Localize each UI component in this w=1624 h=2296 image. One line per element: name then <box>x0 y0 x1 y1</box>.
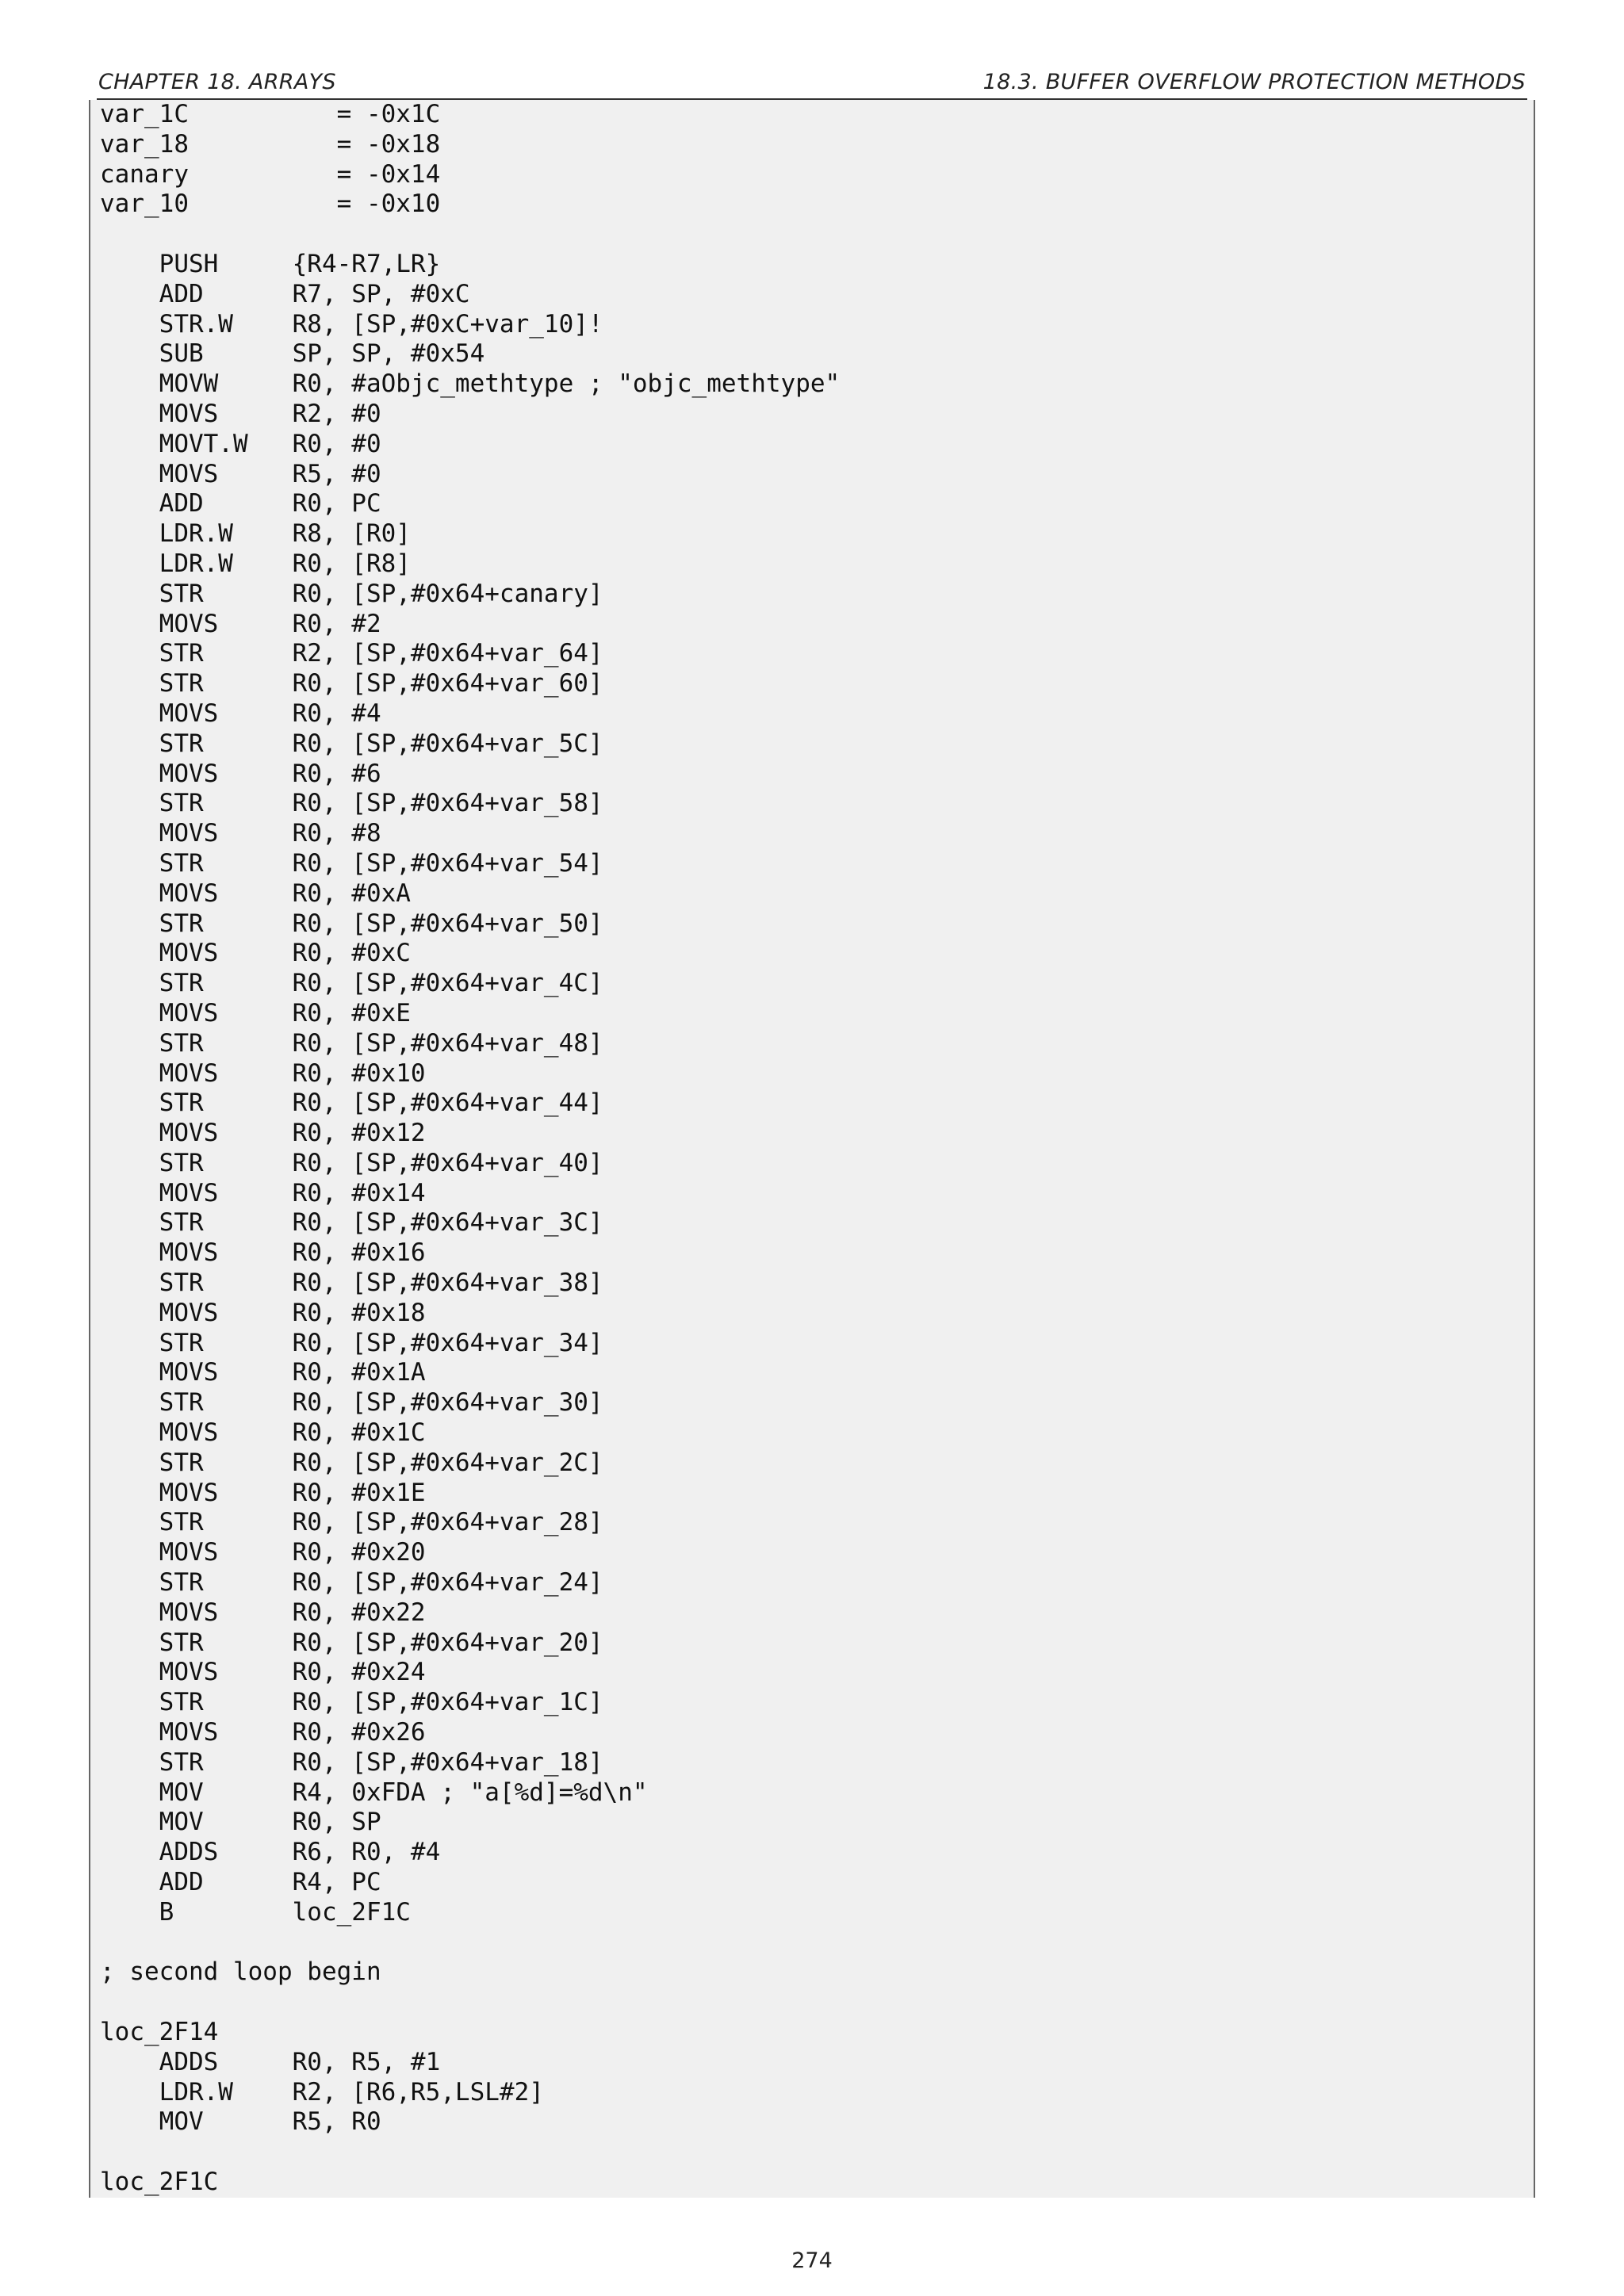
code-line: MOVS R5, #0 <box>100 459 381 488</box>
code-line: MOVW R0, #aObjc_methtype ; "objc_methtype" <box>100 369 841 399</box>
code-line: STR R0, [SP,#0x64+var_48] <box>100 1028 603 1058</box>
code-line: STR R0, [SP,#0x64+var_24] <box>100 1568 603 1598</box>
code-line <box>100 220 1534 250</box>
code-line: STR R0, [SP,#0x64+var_60] <box>100 669 603 698</box>
code-line: STR R0, [SP,#0x64+var_4C] <box>100 969 603 998</box>
code-line: B loc_2F1C <box>100 1897 411 1927</box>
code-line: MOVS R0, #0xA <box>100 878 411 908</box>
code-line: PUSH {R4-R7,LR} <box>100 249 441 278</box>
code-line: MOVS R0, #0x24 <box>100 1658 426 1687</box>
code-line: MOVS R0, #0x10 <box>100 1058 426 1088</box>
code-line: MOVS R2, #0 <box>100 399 381 428</box>
code-line: MOVS R0, #0x1A <box>100 1358 426 1387</box>
code-line: STR R0, [SP,#0x64+var_18] <box>100 1747 603 1777</box>
code-line: STR R0, [SP,#0x64+var_1C] <box>100 1688 603 1717</box>
code-line: canary = -0x14 <box>100 159 441 189</box>
code-line: STR R0, [SP,#0x64+var_3C] <box>100 1208 603 1238</box>
code-line: MOVS R0, #0xC <box>100 939 411 968</box>
code-line: ADD R7, SP, #0xC <box>100 279 470 308</box>
code-line: STR.W R8, [SP,#0xC+var_10]! <box>100 309 603 339</box>
code-line: MOVS R0, #8 <box>100 819 381 848</box>
code-line: var_18 = -0x18 <box>100 129 441 159</box>
code-line <box>100 1988 1534 2018</box>
code-line: STR R0, [SP,#0x64+var_5C] <box>100 729 603 758</box>
code-line: MOVS R0, #0x1C <box>100 1418 426 1448</box>
code-line: LDR.W R2, [R6,R5,LSL#2] <box>100 2077 544 2107</box>
code-line: ADD R0, PC <box>100 489 381 519</box>
code-line: LDR.W R8, [R0] <box>100 519 411 549</box>
code-line: MOVS R0, #0x1E <box>100 1478 426 1507</box>
assembly-code <box>90 100 1534 2198</box>
code-line <box>100 1928 1534 1958</box>
section-title: 18.3. BUFFER OVERFLOW PROTECTION METHODS <box>982 70 1526 94</box>
code-line: STR R0, [SP,#0x64+var_40] <box>100 1148 603 1177</box>
code-line: STR R0, [SP,#0x64+var_34] <box>100 1328 603 1357</box>
code-line: MOVS R0, #2 <box>100 609 381 638</box>
code-line: loc_2F14 <box>100 2018 219 2046</box>
code-line: MOV R0, SP <box>100 1808 381 1837</box>
code-line: STR R0, [SP,#0x64+canary] <box>100 579 603 608</box>
code-line: STR R0, [SP,#0x64+var_2C] <box>100 1448 603 1477</box>
code-line: ; second loop begin <box>100 1957 381 1987</box>
code-listing <box>89 100 1535 2198</box>
page-number: 274 <box>791 2248 833 2273</box>
code-line: ADDS R6, R0, #4 <box>100 1838 441 1867</box>
code-line: var_10 = -0x10 <box>100 189 441 219</box>
code-line: MOVS R0, #0x22 <box>100 1598 426 1627</box>
code-line: MOVS R0, #6 <box>100 759 381 788</box>
code-line: MOVS R0, #4 <box>100 698 381 728</box>
code-line: MOVS R0, #0x26 <box>100 1718 426 1747</box>
code-line: MOV R5, R0 <box>100 2107 381 2137</box>
code-line: MOVS R0, #0x18 <box>100 1298 426 1327</box>
code-line: STR R2, [SP,#0x64+var_64] <box>100 639 603 668</box>
code-line: MOVT.W R0, #0 <box>100 429 381 458</box>
code-line: LDR.W R0, [R8] <box>100 549 411 578</box>
code-line: ADD R4, PC <box>100 1868 381 1897</box>
code-line: loc_2F1C <box>100 2167 219 2196</box>
code-line: STR R0, [SP,#0x64+var_28] <box>100 1508 603 1537</box>
code-line: MOVS R0, #0x14 <box>100 1178 426 1207</box>
code-line: STR R0, [SP,#0x64+var_54] <box>100 848 603 878</box>
code-line: var_1C = -0x1C <box>100 100 441 128</box>
code-line: SUB SP, SP, #0x54 <box>100 339 485 369</box>
code-line: STR R0, [SP,#0x64+var_50] <box>100 909 603 938</box>
code-line: MOV R4, 0xFDA ; "a[%d]=%d\n" <box>100 1777 648 1807</box>
code-line: MOVS R0, #0x20 <box>100 1538 426 1567</box>
code-line: STR R0, [SP,#0x64+var_38] <box>100 1269 603 1298</box>
code-line: STR R0, [SP,#0x64+var_58] <box>100 789 603 818</box>
code-line: MOVS R0, #0xE <box>100 998 411 1027</box>
code-line: STR R0, [SP,#0x64+var_20] <box>100 1628 603 1657</box>
code-line: STR R0, [SP,#0x64+var_30] <box>100 1388 603 1418</box>
code-line <box>100 2137 1534 2168</box>
page-header <box>97 67 1527 100</box>
code-line: MOVS R0, #0x16 <box>100 1238 426 1268</box>
code-line: STR R0, [SP,#0x64+var_44] <box>100 1089 603 1118</box>
chapter-title: CHAPTER 18. ARRAYS <box>98 70 336 94</box>
code-line: MOVS R0, #0x12 <box>100 1119 426 1148</box>
code-line: ADDS R0, R5, #1 <box>100 2047 441 2076</box>
